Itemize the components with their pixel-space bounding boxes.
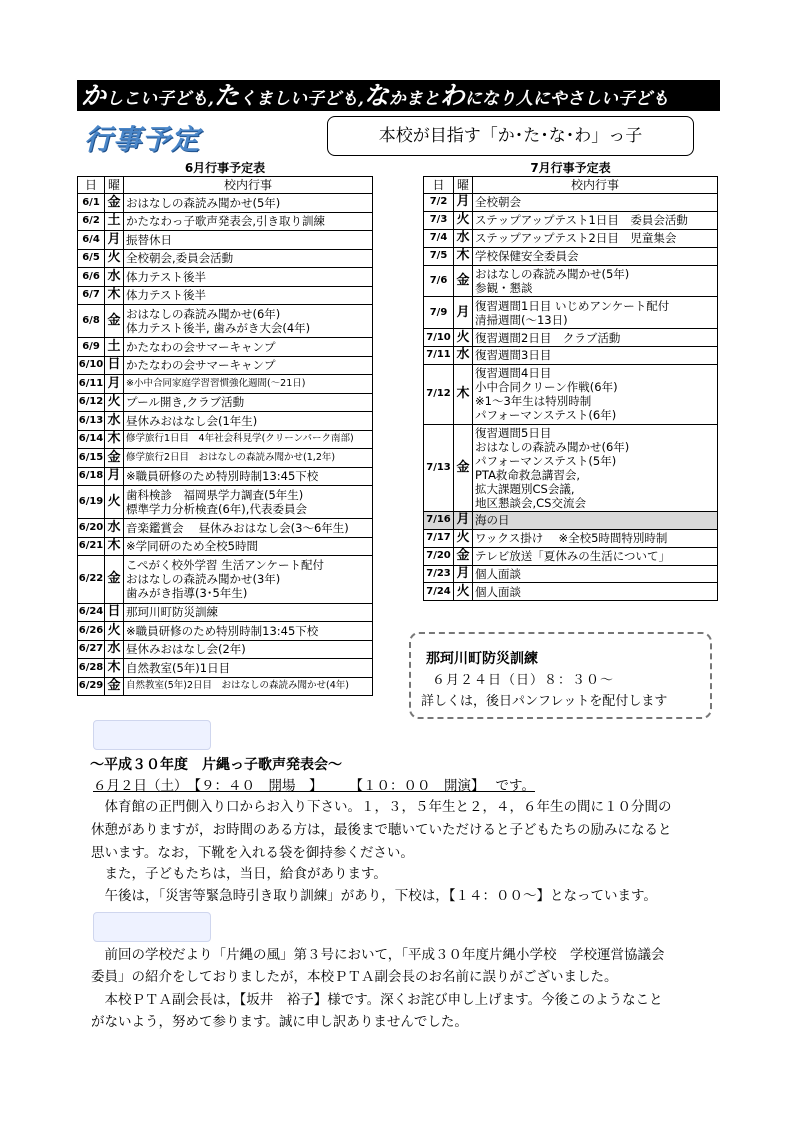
table-row: [424, 194, 718, 212]
date-cell: 6/5: [78, 249, 105, 268]
weekday-cell: 火: [454, 583, 473, 601]
table-row: [424, 364, 718, 424]
column-header: 曜: [454, 177, 473, 194]
date-cell: 7/10: [424, 329, 454, 347]
weekday-cell: 金: [454, 424, 473, 511]
section-tab-concert: [93, 720, 211, 750]
table-row: [424, 583, 718, 601]
event-cell: [473, 511, 718, 529]
june-schedule-table: [77, 160, 373, 696]
date-cell: 6/15: [78, 449, 105, 468]
event-line: 標準学力分析検査(6年),代表委員会: [126, 502, 307, 516]
event-line: 体力テスト後半: [126, 288, 207, 303]
weekday-cell: 水: [105, 412, 124, 431]
event-line: こぺがく校外学習 生活アンケート配付: [126, 558, 325, 573]
weekday-cell: 日: [105, 356, 124, 375]
table-row: [78, 338, 373, 357]
event-line: テレビ放送「夏休みの生活について」: [475, 549, 671, 564]
june-table-caption: 6月行事予定表: [184, 161, 266, 175]
event-cell: [473, 265, 718, 297]
table-row: [78, 467, 373, 486]
column-header: 日: [78, 177, 105, 194]
concert-line-5: 午後は，「災害等緊急時引き取り訓練」があり，下校は，【１４：００～】となっています。: [91, 888, 657, 904]
apology-line-3: 本校ＰＴＡ副会長は，【坂井 裕子】様です。深くお詫び申し上げます。今後このようなこと: [91, 992, 663, 1008]
table-row: [78, 194, 373, 213]
date-cell: 7/5: [424, 247, 454, 265]
date-cell: 7/4: [424, 229, 454, 247]
weekday-cell: 火: [454, 329, 473, 347]
table-row: [78, 231, 373, 250]
date-cell: 6/14: [78, 430, 105, 449]
weekday-cell: 火: [105, 486, 124, 519]
banner-text-part: た: [213, 81, 239, 110]
weekday-cell: 金: [105, 677, 124, 696]
date-cell: 6/4: [78, 231, 105, 250]
event-line: 振替休日: [126, 232, 172, 247]
event-cell: [124, 305, 373, 338]
date-cell: 7/16: [424, 511, 454, 529]
date-cell: 7/11: [424, 347, 454, 365]
table-row: [424, 329, 718, 347]
event-cell: [473, 229, 718, 247]
table-row: [78, 537, 373, 556]
date-cell: 7/20: [424, 547, 454, 565]
event-cell: [124, 640, 373, 659]
table-row: [424, 247, 718, 265]
date-cell: 7/3: [424, 211, 454, 229]
concert-line-1: 体育館の正門側入り口からお入り下さい。１，３，５年生と２，４，６年生の間に１０分間の: [91, 799, 672, 815]
table-row: [424, 265, 718, 297]
event-line: 復習週間5日目: [475, 425, 552, 440]
weekday-cell: 木: [454, 364, 473, 424]
event-line: 清掃週間(～13日): [475, 312, 568, 327]
disaster-drill-title: 那珂川町防災訓練: [426, 651, 538, 667]
event-cell: [473, 329, 718, 347]
banner-text-part: かまと: [388, 89, 440, 109]
event-cell: [124, 677, 373, 696]
date-cell: 6/6: [78, 268, 105, 287]
table-row: [78, 356, 373, 375]
event-cell: [124, 622, 373, 641]
event-cell: [473, 347, 718, 365]
table-row: [78, 375, 373, 394]
table-row: [78, 268, 373, 287]
event-line: パフォーマンステスト(6年): [475, 408, 617, 423]
weekday-cell: 月: [454, 297, 473, 329]
table-row: [78, 393, 373, 412]
event-cell: [124, 268, 373, 287]
apology-line-4: がないよう，努めて参ります。誠に申し訳ありませんでした。: [91, 1014, 468, 1030]
table-row: [424, 547, 718, 565]
event-cell: [124, 467, 373, 486]
date-cell: 6/21: [78, 537, 105, 556]
event-line: 海の日: [475, 513, 510, 528]
event-cell: [124, 519, 373, 538]
weekday-cell: 火: [454, 211, 473, 229]
table-row: [78, 622, 373, 641]
event-cell: [473, 247, 718, 265]
weekday-cell: 水: [454, 347, 473, 365]
event-line: 地区懇談会,CS交流会: [475, 495, 586, 510]
weekday-cell: 木: [454, 247, 473, 265]
event-line: 修学旅行1日目 4年社会科見学(クリーンパーク南部): [126, 433, 354, 445]
weekday-cell: 木: [105, 659, 124, 678]
event-cell: [124, 412, 373, 431]
table-row: [78, 556, 373, 604]
banner-text-part: か: [81, 81, 107, 110]
weekday-cell: 木: [105, 286, 124, 305]
event-line: おはなしの森読み聞かせ(6年): [126, 307, 281, 321]
table-row: [424, 229, 718, 247]
weekday-cell: 金: [105, 194, 124, 213]
event-line: 個人面談: [475, 584, 521, 599]
event-line: おはなしの森読み聞かせ(3年): [126, 572, 281, 587]
table-row: [78, 486, 373, 519]
event-cell: [124, 212, 373, 231]
weekday-cell: 金: [454, 547, 473, 565]
table-row: [424, 529, 718, 547]
column-header: 曜: [105, 177, 124, 194]
weekday-cell: 水: [454, 229, 473, 247]
table-row: [424, 211, 718, 229]
event-cell: [124, 659, 373, 678]
event-cell: [473, 364, 718, 424]
events-heading: 行事予定: [84, 123, 201, 156]
date-cell: 6/28: [78, 659, 105, 678]
event-line: 音楽鑑賞会 昼休みおはなし会(3～6年生): [126, 520, 349, 535]
weekday-cell: 火: [454, 529, 473, 547]
weekday-cell: 月: [454, 511, 473, 529]
date-cell: 6/11: [78, 375, 105, 394]
event-line: ※職員研修のため特別時制13:45下校: [126, 623, 319, 638]
event-line: ※1～3年生は特別時制: [475, 394, 592, 409]
event-line: 個人面談: [475, 567, 521, 582]
concert-date-line: ６月２日（土） 【９：４０ 開場 】 【１０：００ 開演】 です。: [93, 778, 535, 794]
date-cell: 6/18: [78, 467, 105, 486]
concert-line-4: また，子どもたちは，当日，給食があります。: [91, 866, 387, 882]
date-cell: 7/17: [424, 529, 454, 547]
date-cell: 6/20: [78, 519, 105, 538]
event-cell: [124, 338, 373, 357]
event-cell: [124, 375, 373, 394]
table-row: [424, 511, 718, 529]
concert-title: ～平成３０年度 片縄っ子歌声発表会～: [90, 757, 342, 773]
event-line: パフォーマンステスト(5年): [475, 453, 617, 468]
date-cell: 6/9: [78, 338, 105, 357]
weekday-cell: 金: [454, 265, 473, 297]
event-cell: [473, 583, 718, 601]
section-tab-apology: [93, 912, 211, 942]
weekday-cell: 水: [105, 519, 124, 538]
weekday-cell: 金: [105, 305, 124, 338]
table-row: [78, 249, 373, 268]
event-line: ※職員研修のため特別時制13:45下校: [126, 469, 319, 484]
column-header: 校内行事: [124, 177, 373, 194]
date-cell: 7/24: [424, 583, 454, 601]
event-cell: [124, 231, 373, 250]
july-schedule-table: [423, 160, 718, 601]
table-row: [78, 412, 373, 431]
event-line: 昼休みおはなし会(1年生): [126, 413, 258, 428]
banner-text-part: わ: [439, 81, 465, 110]
table-row: [78, 677, 373, 696]
event-line: 修学旅行2日目 おはなしの森読み聞かせ(1,2年): [126, 451, 336, 463]
date-cell: 6/13: [78, 412, 105, 431]
event-line: 全校朝会: [475, 195, 521, 210]
table-row: [424, 565, 718, 583]
table-row: [78, 430, 373, 449]
event-cell: [124, 556, 373, 604]
table-row: [424, 297, 718, 329]
event-line: 小中合同クリーン作戦(6年): [475, 380, 618, 395]
table-row: [78, 212, 373, 231]
column-header: 日: [424, 177, 454, 194]
date-cell: 6/10: [78, 356, 105, 375]
weekday-cell: 火: [105, 249, 124, 268]
disaster-drill-note: 詳しくは，後日パンフレットを配付します: [421, 694, 668, 709]
date-cell: 7/23: [424, 565, 454, 583]
event-line: おはなしの森読み聞かせ(5年): [126, 195, 281, 210]
date-cell: 7/12: [424, 364, 454, 424]
weekday-cell: 木: [105, 430, 124, 449]
event-line: おはなしの森読み聞かせ(6年): [475, 439, 630, 454]
event-line: PTA救命救急講習会,: [475, 467, 581, 482]
date-cell: 6/7: [78, 286, 105, 305]
disaster-drill-date: ６月２４日（日）８：３０～: [432, 673, 615, 688]
event-cell: [124, 603, 373, 622]
event-cell: [473, 565, 718, 583]
event-cell: [124, 286, 373, 305]
table-row: [78, 305, 373, 338]
table-row: [78, 603, 373, 622]
event-line: 復習週間4日目: [475, 366, 552, 381]
banner-text-part: しこい子ども,: [106, 89, 214, 109]
event-cell: [473, 547, 718, 565]
apology-line-2: 委員」の紹介をしておりましたが，本校ＰＴＡ副会長のお名前に誤りがございました。: [91, 969, 618, 985]
event-line: 体力テスト後半, 歯みがき大会(4年): [126, 321, 311, 335]
event-line: おはなしの森読み聞かせ(5年): [475, 266, 630, 281]
event-cell: [473, 424, 718, 511]
event-line: ワックス掛け ※全校5時間特別時制: [475, 531, 668, 546]
event-line: ステップアップテスト2日目 児童集会: [475, 231, 677, 246]
event-line: 歯科検診 福岡県学力調査(5年生): [126, 488, 304, 502]
event-line: かたなわっ子歌声発表会,引き取り訓練: [126, 214, 326, 229]
event-line: 歯みがき指導(3･5年生): [126, 586, 248, 601]
date-cell: 7/6: [424, 265, 454, 297]
event-cell: [473, 211, 718, 229]
weekday-cell: 火: [105, 622, 124, 641]
table-row: [78, 659, 373, 678]
event-line: ※学同研のため全校5時間: [126, 539, 258, 554]
weekday-cell: 土: [105, 338, 124, 357]
weekday-cell: 月: [454, 194, 473, 212]
event-cell: [124, 430, 373, 449]
date-cell: 6/22: [78, 556, 105, 604]
weekday-cell: 水: [105, 640, 124, 659]
date-cell: 6/24: [78, 603, 105, 622]
event-line: 学校保健安全委員会: [475, 249, 579, 264]
table-row: [424, 347, 718, 365]
weekday-cell: 土: [105, 212, 124, 231]
school-motto-box: 本校が目指す「か･た･な･わ」っ子: [327, 116, 694, 156]
table-row: [78, 286, 373, 305]
date-cell: 7/9: [424, 297, 454, 329]
weekday-cell: 月: [454, 565, 473, 583]
event-cell: [473, 297, 718, 329]
banner-text-part: な: [363, 81, 389, 110]
date-cell: 6/12: [78, 393, 105, 412]
weekday-cell: 金: [105, 556, 124, 604]
event-cell: [124, 537, 373, 556]
event-line: 復習週間1日目 いじめアンケート配付: [475, 298, 670, 313]
event-line: 復習週間3日目: [475, 348, 552, 363]
weekday-cell: 月: [105, 231, 124, 250]
date-cell: 6/19: [78, 486, 105, 519]
event-line: ※小中合同家庭学習習慣強化週間(～21日): [126, 377, 306, 389]
event-line: かたなわの会サマーキャンプ: [126, 339, 276, 354]
event-cell: [124, 194, 373, 213]
banner-text-part: になり人にやさしい子ども: [464, 89, 669, 109]
event-cell: [124, 393, 373, 412]
july-table-caption: 7月行事予定表: [530, 161, 611, 175]
date-cell: 6/8: [78, 305, 105, 338]
date-cell: 6/29: [78, 677, 105, 696]
event-line: 復習週間2日目 クラブ活動: [475, 330, 621, 345]
table-row: [78, 519, 373, 538]
date-cell: 6/1: [78, 194, 105, 213]
date-cell: 7/13: [424, 424, 454, 511]
event-line: かたなわの会サマーキャンプ: [126, 358, 276, 373]
event-line: 自然教室(5年)1日目: [126, 660, 231, 675]
table-row: [78, 640, 373, 659]
date-cell: 6/2: [78, 212, 105, 231]
event-line: 全校朝会,委員会活動: [126, 251, 234, 266]
event-line: 拡大課題別CS会議,: [475, 481, 575, 496]
event-line: 参観・懇談: [475, 280, 533, 295]
apology-line-1: 前回の学校だより「片縄の風」第３号において，「平成３０年度片縄小学校 学校運営協議会: [91, 947, 665, 963]
event-line: 那珂川町防災訓練: [126, 605, 218, 620]
weekday-cell: 木: [105, 537, 124, 556]
event-line: ステップアップテスト1日目 委員会活動: [475, 213, 688, 228]
date-cell: 6/26: [78, 622, 105, 641]
concert-line-3: 思います。なお，下靴を入れる袋を御持参ください。: [91, 845, 414, 861]
date-cell: 7/2: [424, 194, 454, 212]
event-cell: [473, 194, 718, 212]
weekday-cell: 日: [105, 603, 124, 622]
column-header: 校内行事: [473, 177, 718, 194]
banner-text-part: くましい子ども,: [238, 89, 364, 109]
event-line: 自然教室(5年)2日目 おはなしの森読み聞かせ(4年): [126, 680, 349, 692]
weekday-cell: 火: [105, 393, 124, 412]
event-cell: [124, 249, 373, 268]
concert-line-2: 休憩がありますが，お時間のある方は，最後まで聴いていただけると子どもたちの励みになると: [91, 822, 672, 838]
school-motto-banner: [77, 80, 720, 111]
event-line: 昼休みおはなし会(2年): [126, 642, 246, 657]
weekday-cell: 金: [105, 449, 124, 468]
date-cell: 6/27: [78, 640, 105, 659]
weekday-cell: 水: [105, 268, 124, 287]
event-cell: [124, 449, 373, 468]
table-row: [78, 449, 373, 468]
weekday-cell: 月: [105, 467, 124, 486]
event-line: プール開き,クラブ活動: [126, 395, 245, 410]
event-cell: [124, 356, 373, 375]
event-cell: [124, 486, 373, 519]
event-cell: [473, 529, 718, 547]
event-line: 体力テスト後半: [126, 269, 207, 284]
table-row: [424, 424, 718, 511]
weekday-cell: 月: [105, 375, 124, 394]
